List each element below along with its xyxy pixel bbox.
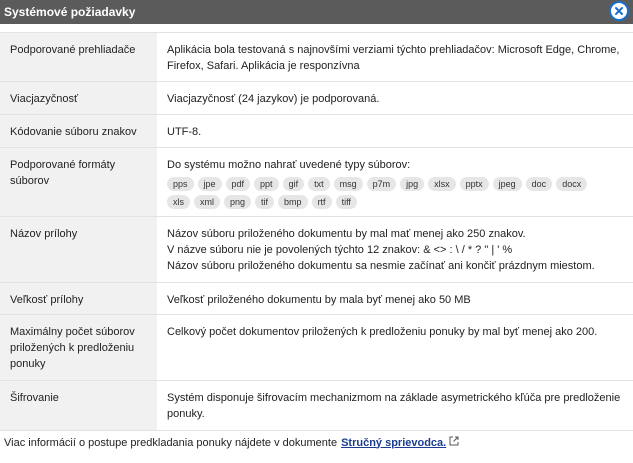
attachment-name-rule: Názov súboru priloženého dokumentu by mal mať menej ako 250 znakov.: [167, 228, 526, 240]
format-chip: xlsx: [428, 177, 456, 191]
table-row: [0, 381, 633, 431]
table-row: [0, 32, 633, 82]
close-button[interactable]: [609, 1, 629, 21]
format-chip: ppt: [254, 177, 279, 191]
row-label: Podporované prehliadače: [0, 33, 157, 81]
requirements-table: [0, 32, 633, 431]
row-value: UTF-8.: [167, 126, 202, 138]
format-chip: pps: [167, 177, 194, 191]
quick-guide-link[interactable]: Stručný sprievodca.: [341, 436, 447, 449]
row-label: Šifrovanie: [0, 381, 157, 430]
format-chip: jpg: [400, 177, 424, 191]
attachment-name-rule: V názve súboru nie je povolených týchto 12 znakov: & <> : \ / * ? " | ' %: [167, 244, 513, 256]
row-label: Názov prílohy: [0, 217, 157, 282]
row-label: Veľkosť prílohy: [0, 283, 157, 314]
table-row: [0, 283, 633, 315]
attachment-name-rule: Názov súboru priloženého dokumentu sa nesmie začínať ani končiť prázdnym miestom.: [167, 260, 595, 272]
format-chip: p7m: [367, 177, 397, 191]
format-chip: pdf: [226, 177, 251, 191]
dialog-titlebar: [0, 0, 633, 24]
row-label: Maximálny počet súborov priložených k predloženiu ponuky: [0, 315, 157, 380]
format-chip: msg: [334, 177, 363, 191]
row-value: [157, 217, 633, 282]
dialog-title: Systémové požiadavky: [4, 5, 136, 19]
format-chip: xml: [194, 195, 220, 209]
format-chip: bmp: [278, 195, 308, 209]
row-value: [157, 148, 633, 216]
table-row: [0, 115, 633, 148]
format-chip: txt: [308, 177, 330, 191]
format-chip: pptx: [460, 177, 489, 191]
format-chip: doc: [526, 177, 553, 191]
footer-text: Viac informácií o postupe predkladania ponuky nájdete v dokumente: [4, 436, 338, 449]
format-chip: xls: [167, 195, 190, 209]
footer-note: [4, 436, 459, 449]
row-value: Viacjazyčnosť (24 jazykov) je podporovaná.: [167, 93, 380, 105]
row-value: Aplikácia bola testovaná s najnovšími verziami týchto prehliadačov: Microsoft Edge, Chrome, Firefox, Safari. Aplikácia je responzívna: [167, 44, 620, 72]
table-row: [0, 315, 633, 381]
row-value: Celkový počet dokumentov priložených k predloženiu ponuky by mal byť menej ako 200.: [167, 326, 598, 338]
external-link-icon[interactable]: [449, 436, 459, 449]
row-value: Systém disponuje šifrovacím mechanizmom na základe asymetrického kľúča pre predloženie ponuky.: [167, 392, 621, 420]
format-chip: tif: [255, 195, 274, 209]
close-icon: [614, 6, 624, 16]
format-chip: png: [224, 195, 251, 209]
format-chip: jpeg: [493, 177, 522, 191]
table-row: [0, 148, 633, 217]
format-chip: tiff: [336, 195, 357, 209]
row-label: Viacjazyčnosť: [0, 82, 157, 114]
row-label: Podporované formáty súborov: [0, 148, 157, 216]
format-chip: rtf: [312, 195, 332, 209]
formats-intro: Do systému možno nahrať uvedené typy súborov:: [167, 159, 411, 171]
format-chip: gif: [283, 177, 305, 191]
format-chip: jpe: [198, 177, 222, 191]
file-format-chips: [167, 177, 607, 213]
table-row: [0, 82, 633, 115]
row-label: Kódovanie súboru znakov: [0, 115, 157, 147]
table-row: [0, 217, 633, 283]
format-chip: docx: [556, 177, 587, 191]
row-value: Veľkosť priloženého dokumentu by mala byť menej ako 50 MB: [167, 294, 471, 306]
